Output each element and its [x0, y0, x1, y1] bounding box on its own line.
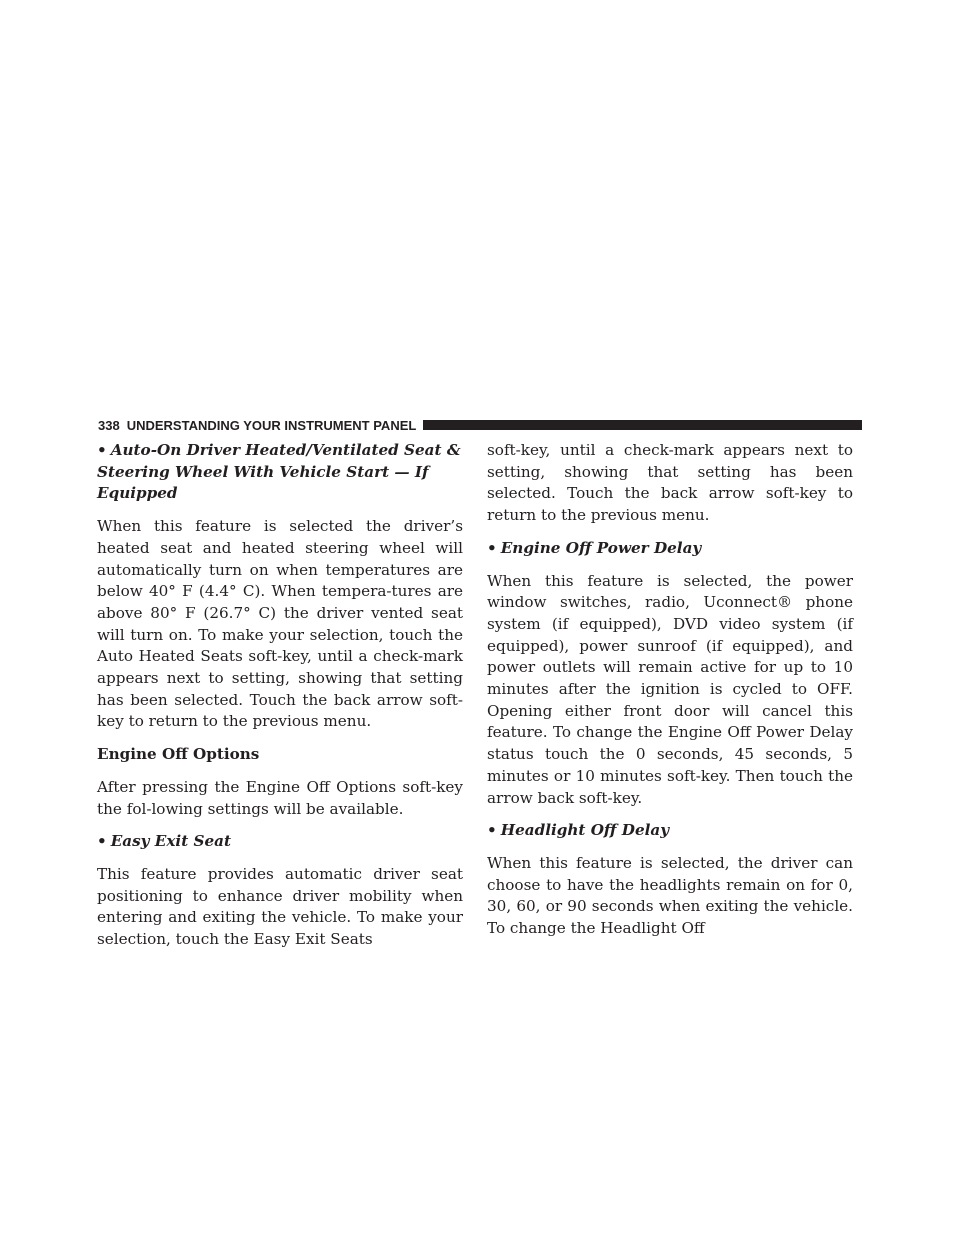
bullet-heading-text: Easy Exit Seat: [110, 832, 231, 851]
body-paragraph: When this feature is selected, the power window switches, radio, Uconnect® phone system (if equipped), DVD video system (if equipped), power sunroof (if equipped), and power outlets will remain active for up to 10 minutes after the ignition is cycled to OFF. Opening either front door will cancel this feature. To change the Engine Off Power Delay status touch the 0 seconds, 45 seconds, 5 minutes or 10 minutes soft-key. Then touch the arrow back soft-key.: [487, 571, 853, 807]
right-column: [487, 440, 853, 951]
bullet-icon: •: [487, 538, 497, 557]
bullet-heading: [97, 831, 463, 853]
bullet-icon: •: [97, 832, 107, 851]
page-header: [98, 417, 862, 433]
section-title: UNDERSTANDING YOUR INSTRUMENT PANEL: [126, 417, 417, 433]
bullet-icon: •: [97, 441, 107, 459]
bullet-heading: [487, 538, 853, 560]
bullet-icon: •: [487, 821, 497, 840]
body-paragraph: When this feature is selected the driver’s heated seat and heated steering wheel will automatically turn on when temperatures are below 40° F (4.4° C). When tempera-tures are above 80° F (26.7° C) the driver vented seat will turn on. To make your selection, touch the Auto Heated Seats soft-key, until a check-mark appears next to setting, showing that setting has been selected. Touch the back arrow soft-key to return to the previous menu.: [97, 517, 463, 731]
left-column: [97, 440, 463, 962]
bullet-heading: [97, 440, 463, 505]
body-paragraph: soft-key, until a check-mark appears next to setting, showing that setting has been selected. Touch the back arrow soft-key to return to the previous menu.: [487, 441, 853, 525]
header-rule: [423, 420, 862, 430]
subheading: Engine Off Options: [97, 745, 260, 764]
bullet-heading-text: Engine Off Power Delay: [500, 538, 702, 557]
body-paragraph: When this feature is selected, the driver can choose to have the headlights remain on for 0, 30, 60, or 90 seconds when exiting the vehicle. To change the Headlight Off: [487, 853, 853, 938]
bullet-heading-text: Auto-On Driver Heated/Ventilated Seat & Steering Wheel With Vehicle Start — If Equipped: [97, 441, 461, 503]
body-paragraph: After pressing the Engine Off Options soft-key the fol-lowing settings will be available.: [97, 777, 463, 818]
page-number: 338: [98, 417, 120, 433]
bullet-heading: [487, 820, 853, 842]
body-paragraph: This feature provides automatic driver seat positioning to enhance driver mobility when entering and exiting the vehicle. To make your selection, touch the Easy Exit Seats: [97, 864, 463, 949]
bullet-heading-text: Headlight Off Delay: [500, 821, 670, 840]
